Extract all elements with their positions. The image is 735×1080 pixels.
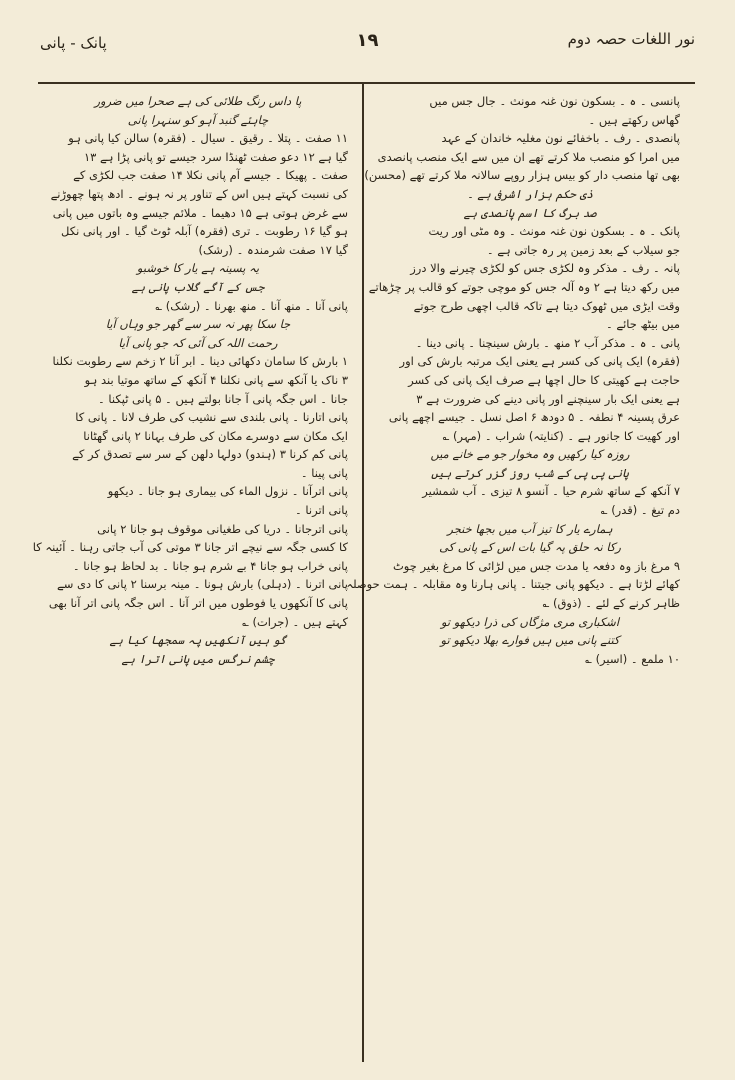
verse-line: جس کے آگے گلاب پانی ہے [131, 279, 265, 294]
text-line: دم تیغ ۔ (قدر) ؎ [600, 503, 680, 518]
entry-headline: پانی اترآنا ۔ نزول الماء کی بیماری ہو جانا ۔ دیکھو [107, 484, 348, 499]
verse-line: روزہ کیا رکھیں وہ مخوار جو مے خانے میں [430, 447, 630, 462]
entry-range: پانک - پانی [40, 34, 107, 52]
text-line: میں رکھ دیتا ہے ۲ وہ آلہ جس کو موچی جوتے کو قالب پر چڑھاتے [368, 279, 680, 294]
column-divider [362, 82, 364, 1062]
book-title: نور اللغات حصہ دوم [567, 30, 695, 48]
verse-line: چشم نرگس میں پانی اترا ہے [121, 651, 275, 666]
text-line: بھی تھا منصب دار کو بیس ہزار روپے سالانہ ملا کرتے تھے (محسن) [364, 168, 680, 183]
text-line: پانی اترنا ۔ [295, 503, 348, 518]
text-line: پانی کم کرنا ۳ (ہندو) دولہا دلھن کے سر سے تصدق کر کے [72, 447, 348, 462]
text-line: پانی کا آنکھوں یا فوطوں میں اتر آنا ۔ اس جگہ پانی اتر آنا بھی [48, 596, 348, 611]
verse-line: رحمت اللہ کی آئی کہ جو پانی آیا [118, 335, 278, 350]
text-line: ۱ بارش کا سامان دکھائی دینا ۔ ابر آنا ۲ زخم سے رطوبت نکلنا [52, 354, 348, 369]
verse-line: چاہئے گنبد آہو کو سنہرا پانی [127, 112, 269, 127]
text-line: عرق پسینہ ۴ نطفہ ۔ ۵ دودھ ۶ اصل نسل ۔ جیسے اچھے پانی [388, 410, 680, 425]
verse-line: اشکباری مری مژگاں کی ذرا دیکھو تو [440, 614, 620, 629]
text-line: کا کسی جگہ سے نیچے اتر جانا ۳ موتی کی آب جاتی رہنا ۔ آئینہ کا [32, 540, 348, 555]
text-line: ایک مکان سے دوسرے مکان کی طرف بہانا ۲ پانی گھٹانا [83, 428, 348, 443]
page-header [40, 30, 695, 70]
text-line: ظاہر کرنے کے لئے ۔ (ذوق) ؎ [542, 596, 680, 611]
verse-line: پا داس رنگ طلائی کی ہے صحرا میں ضرور [94, 94, 302, 108]
left-column [32, 92, 348, 668]
text-line: ۱۰ ملمع ۔ (اسیر) ؎ [585, 651, 680, 666]
text-line: ۱۱ صفت ۔ پتلا ۔ رقیق ۔ سیال ۔ (فقرہ) سالن کیا پانی ہو [68, 131, 348, 146]
text-line: کھائے لڑتا ہے ۔ دیکھو پانی جیتنا ۔ پانی ہارنا وہ مقابلہ ۔ ہمت حوصلہ [346, 577, 680, 592]
entry-headline: پانی آنا ۔ منھ آنا ۔ منھ بھرنا ۔ (رشک) ؎ [155, 298, 348, 313]
entry-headline: پانک ۔ ہ ۔ بسکون نون غنہ مونث ۔ وہ مٹی اور ریت [428, 224, 680, 239]
entry-headline: پانی اتارنا ۔ پانی بلندی سے نشیب کی طرف لانا ۔ پانی کا [75, 410, 348, 425]
text-line: جانا ۔ اس جگہ پانی آ جانا بولتے ہیں ۔ ۵ پانی ٹپکنا ۔ [98, 391, 348, 406]
text-line: ۷ آنکھ کے ساتھ شرم حیا ۔ آنسو ۸ تیزی ۔ آب شمشیر [422, 484, 680, 499]
text-line: وقت ایڑی میں ٹھوک دیتا ہے تاکہ قالب اچھی طرح جوتے [413, 298, 680, 313]
text-line: ہے یعنی ایک بار سینچنے اور پانی دینے کی ضرورت ہے ۳ [416, 391, 680, 406]
text-line: گیا ۱۷ صفت شرمندہ ۔ (رشک) [198, 242, 348, 257]
text-line: (فقرہ) ایک پانی کی کسر ہے یعنی ایک مرتبہ بارش کی اور [399, 354, 680, 369]
entry-headline: پانی ۔ ہ ۔ مذکر آب ۲ منھ ۔ بارش سینچنا ۔ پانی دینا ۔ [415, 335, 680, 350]
text-line: میں بیٹھ جائے ۔ [605, 317, 680, 332]
verse-line: کتنے پانی میں ہیں فوارے بھلا دیکھو تو [440, 633, 620, 648]
verse-line: گو ہیں آنکھیں پہ سمجھا کیا ہے [109, 633, 287, 648]
right-column [346, 92, 680, 668]
text-line: جو سیلاب کے بعد زمین پر رہ جاتی ہے ۔ [486, 242, 680, 257]
text-line: ۳ ناک یا آنکھ سے پانی نکلنا ۴ آنکھ کے ساتھ موتیا بند ہو [84, 372, 348, 387]
entry-headline: پانی اترجانا ۔ دریا کی طغیانی موقوف ہو جانا ۲ پانی [97, 521, 348, 536]
page-number: ۱۹ [356, 30, 379, 51]
entry-headline: پانصدی ۔ رف ۔ باخفائے نون مغلیہ خاندان کے عہد [441, 131, 680, 146]
text-line: ۹ مرغ باز وہ دفعہ یا مدت جس میں لڑائی کا مرغ بغیر چوٹ [392, 558, 680, 573]
text-line: کہتے ہیں ۔ (جرات) ؎ [242, 614, 348, 629]
text-line: حاجت ہے کھیتی کا حال اچھا ہے صرف ایک پانی کی کسر [408, 372, 680, 387]
verse-line: ہمارے یار کا تیز آب میں بجھا خنجر [447, 521, 613, 536]
text-line: گیا ہے ۱۲ دعو صفت ٹھنڈا سرد جیسے تو پانی پڑا ہے ۱۳ [83, 149, 348, 164]
verse-line: رکا نہ حلق پہ گیا بات اس کے پانی کی [439, 540, 621, 555]
text-line: اور کھیت کا جانور ہے ۔ (کنایتہ) شراب ۔ (مہر) ؎ [442, 428, 680, 443]
text-line: پانی پینا ۔ [300, 465, 348, 480]
text-line: سے غرض ہوتی ہے ۱۵ دھیما ۔ ملائم جیسے وہ باتوں میں پانی [52, 205, 348, 220]
entry-headline: پانی اترنا ۔ (دہلی) بارش ہونا ۔ مینہ برسنا ۲ پانی کا دی سے [57, 577, 348, 592]
text-line: صفت ۔ پھیکا ۔ جیسے آم پانی نکلا ۱۴ صفت جب لکڑی کے [73, 168, 348, 183]
entry-headline: پانسی ۔ ہ ۔ بسکون نون غنہ مونث ۔ جال جس میں [429, 94, 680, 108]
text-line: گھاس رکھتے ہیں ۔ [588, 112, 680, 127]
entry-headline: پانہ ۔ رف ۔ مذکر وہ لکڑی جس کو لکڑی چیرنے والا درز [410, 261, 680, 276]
text-line: ہو گیا ۱۶ رطوبت ۔ تری (فقرہ) آبلہ ٹوٹ گیا ۔ اور پانی نکل [61, 224, 348, 239]
verse-line: جا سکا پھر نہ سر سے گھر جو وہاں آیا [105, 317, 291, 332]
text-line: میں امرا کو منصب ملا کرتے تھے ان میں سے ایک منصب پانصدی [377, 149, 680, 164]
verse-line: یہ پسینہ ہے یار کا خوشبو [136, 261, 260, 276]
verse-line: پانی پی پی کے شب روز گزر کرتے ہیں [431, 465, 629, 480]
header-rule [38, 82, 695, 84]
text-line: پانی خراب ہو جانا ۴ بے شرم ہو جانا ۔ بد لحاظ ہو جانا ۔ [72, 558, 348, 573]
text-line: کی نسبت کہتے ہیں اس کے تناور پر نہ ہونے ۔ ادھ پتھا چھوڑنے [50, 186, 348, 201]
verse-line: ذی حکم ہزار اشرفی ہے ۔ [466, 186, 594, 201]
verse-line: صد برگ کا اسم پانصدی ہے [463, 205, 597, 220]
